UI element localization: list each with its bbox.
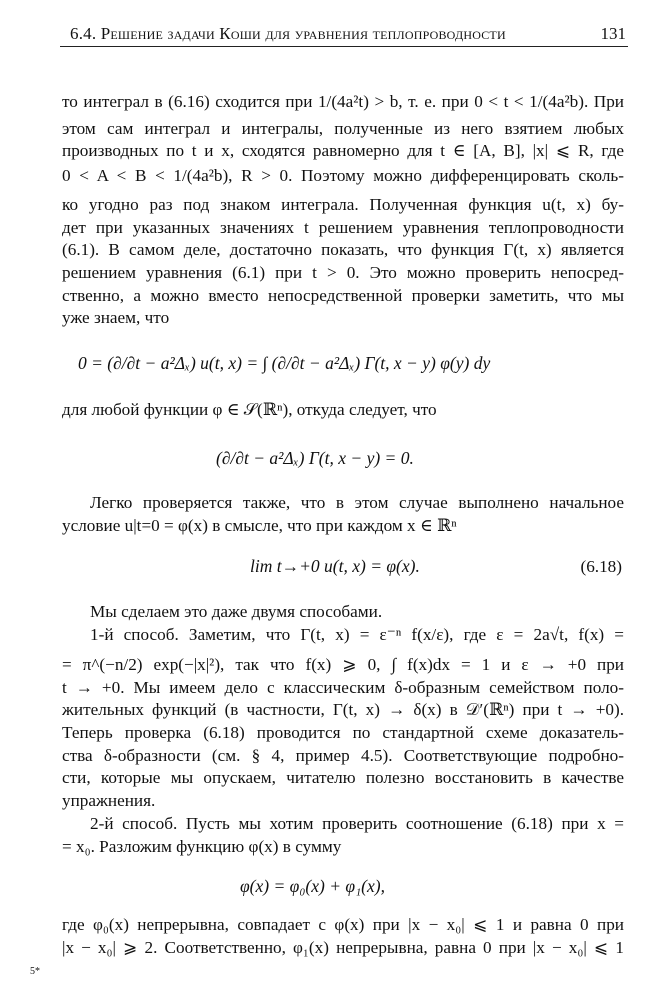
text-line: ко угодно раз под знаком интеграла. Полученная функция u(t, x) бу- [62, 195, 624, 214]
text-line: Легко проверяется также, что в этом случае выполнено начальное [90, 493, 624, 512]
text-line: Мы сделаем это даже двумя способами. [90, 602, 383, 621]
text-line: сти, которые мы опускаем, читателю полезно восстановить в качестве [62, 768, 624, 787]
equation-number: (6.18) [580, 557, 622, 576]
text-line: упражнения. [62, 791, 156, 810]
equation-heat-integral: 0 = (∂/∂t − a²Δₓ) u(t, x) = ∫ (∂/∂t − a²Δₓ) Γ(t, x − y) φ(y) dy [78, 353, 491, 373]
equation-decomposition: φ(x) = φ₀(x) + φ₁(x), [240, 876, 385, 896]
text-line: ства δ-образности (см. § 4, пример 4.5). Соответствующие подробно- [62, 746, 624, 765]
text-line: = π^(−n/2) exp(−|x|²), так что f(x) ⩾ 0, ∫ f(x)dx = 1 и ε → +0 при [62, 655, 624, 674]
text-line: дет при указанных значениях t решением уравнения теплопроводности [62, 218, 624, 237]
text-line: жительных функций (в частности, Γ(t, x) → δ(x) в 𝒟′(ℝⁿ) при t → +0). [62, 700, 624, 719]
running-header [60, 22, 628, 47]
text-line: этом сам интеграл и интегралы, полученные из него взятием любых [62, 119, 624, 138]
text-line: где φ₀(x) непрерывна, совпадает с φ(x) при |x − x₀| ⩽ 1 и равна 0 при [62, 915, 624, 934]
text-line: = x₀. Разложим функцию φ(x) в сумму [62, 837, 342, 856]
text-line: уже знаем, что [62, 308, 170, 327]
text-line: для любой функции φ ∈ 𝒮(ℝⁿ), откуда следует, что [62, 400, 437, 419]
text-line: 0 < A < B < 1/(4a²b), R > 0. Поэтому можно дифференцировать сколь- [62, 166, 624, 185]
signature-mark: 5* [30, 966, 40, 977]
text-line: |x − x₀| ⩾ 2. Соответственно, φ₁(x) непрерывна, равна 0 при |x − x₀| ⩽ 1 [62, 938, 624, 957]
equation-fundamental-solution: (∂/∂t − a²Δₓ) Γ(t, x − y) = 0. [216, 448, 414, 468]
text-line: (6.1). В самом деле, достаточно показать, что функция Γ(t, x) является [62, 240, 624, 259]
text-line: производных по t и x, сходятся равномерно для t ∈ [A, B], |x| ⩽ R, где [62, 141, 624, 160]
text-line: Теперь проверка (6.18) проводится по стандартной схеме доказатель- [62, 723, 624, 742]
text-line: 1-й способ. Заметим, что Γ(t, x) = ε⁻ⁿ f(x/ε), где ε = 2a√t, f(x) = [90, 625, 624, 644]
text-line: то интеграл в (6.16) сходится при 1/(4a²t) > b, т. е. при 0 < t < 1/(4a²b). При [62, 92, 624, 111]
text-line: 2-й способ. Пусть мы хотим проверить соотношение (6.18) при x = [90, 814, 624, 833]
section-title: 6.4. Решение задачи Коши для уравнения теплопроводности [70, 24, 506, 43]
text-line: t → +0. Мы имеем дело с классическим δ-образным семейством поло- [62, 678, 624, 697]
text-line: решением уравнения (6.1) при t > 0. Это можно проверить непосред- [62, 263, 624, 282]
text-line: ственно, а можно вместо непосредственной проверки заметить, что мы [62, 286, 624, 305]
page-number: 131 [600, 24, 626, 43]
text-line: условие u|t=0 = φ(x) в смысле, что при каждом x ∈ ℝⁿ [62, 516, 457, 535]
equation-initial-limit: lim t→+0 u(t, x) = φ(x). [250, 556, 420, 576]
